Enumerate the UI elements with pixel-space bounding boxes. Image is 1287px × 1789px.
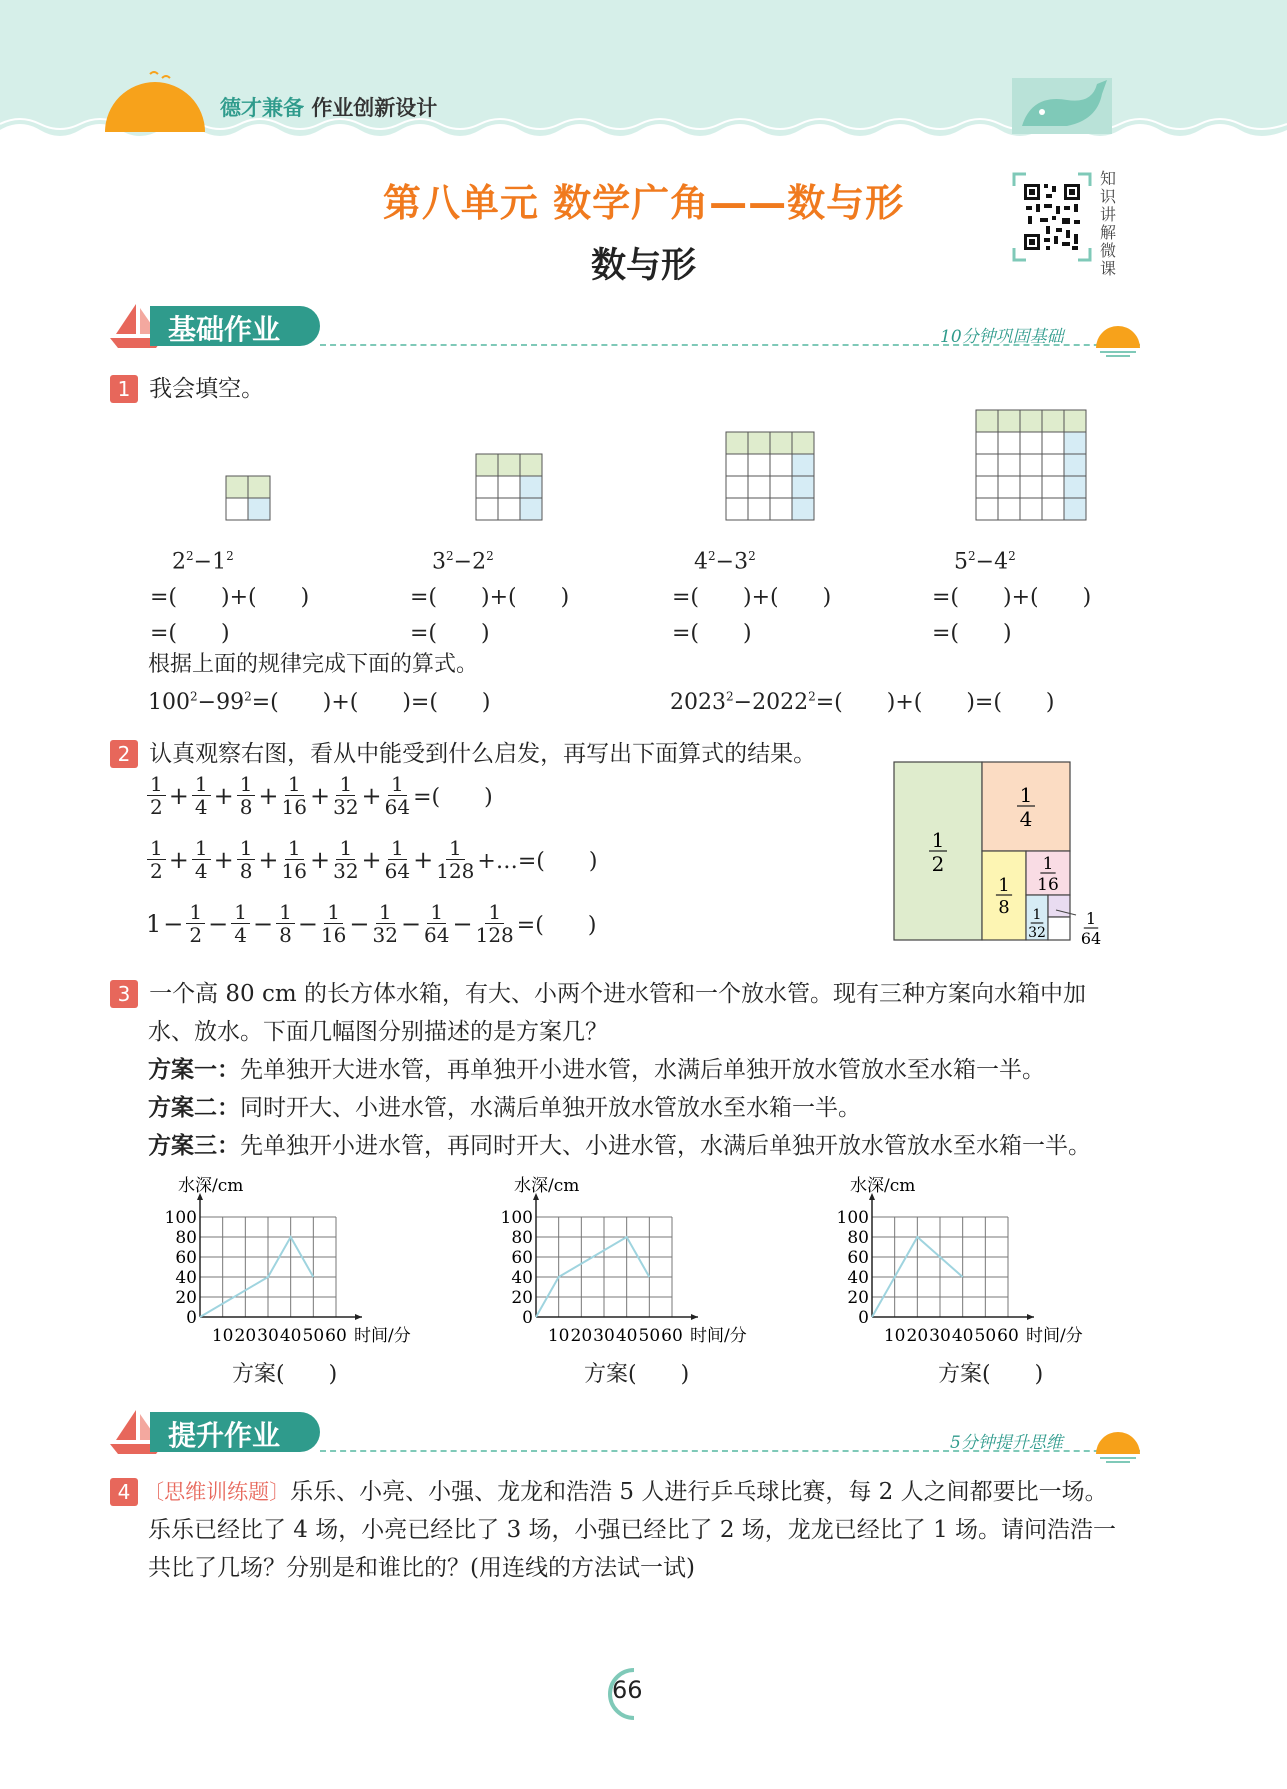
grid-cell bbox=[770, 498, 792, 520]
fraction-denominator: 128 bbox=[475, 923, 514, 947]
y-tick-label: 80 bbox=[511, 1228, 533, 1248]
grid-cell bbox=[476, 476, 498, 498]
fraction bbox=[372, 901, 397, 946]
base-b: 3 bbox=[734, 549, 749, 575]
figure-label-numerator: 1 bbox=[1019, 783, 1033, 807]
y-tick-label: 100 bbox=[164, 1208, 197, 1228]
leading-one: 1 bbox=[146, 909, 162, 938]
q4-number: 4 bbox=[110, 1478, 138, 1506]
y-tick-label: 100 bbox=[500, 1208, 533, 1228]
q1-item-expression: $5^2-4^2$ bbox=[954, 549, 1016, 575]
grid-cell bbox=[520, 454, 542, 476]
figure-label-denominator: 64 bbox=[1080, 929, 1102, 948]
fraction-numerator: 1 bbox=[285, 773, 304, 796]
fraction-numerator: 1 bbox=[388, 837, 407, 860]
qr-code-icon[interactable] bbox=[1012, 172, 1092, 262]
chart-2 bbox=[486, 1165, 806, 1360]
y-tick-label: 0 bbox=[858, 1308, 869, 1328]
operator: + bbox=[309, 845, 331, 874]
x-axis-label: 时间/分 bbox=[354, 1326, 411, 1346]
q4-header bbox=[110, 1473, 1108, 1506]
q1-item-line1: =( )+( ) bbox=[410, 585, 570, 611]
y-tick-label: 0 bbox=[186, 1308, 197, 1328]
y-tick-label: 80 bbox=[847, 1228, 869, 1248]
grid-cell bbox=[998, 410, 1020, 432]
figure-fraction-label bbox=[929, 828, 947, 876]
grid-figure bbox=[226, 476, 270, 520]
grid-cell bbox=[1064, 410, 1086, 432]
x-tick-label: 20 bbox=[906, 1326, 929, 1346]
q1-header bbox=[110, 370, 264, 403]
grid-cell bbox=[976, 454, 998, 476]
grid-cell bbox=[998, 498, 1020, 520]
operator: + bbox=[213, 781, 234, 810]
grid-cell bbox=[1020, 476, 1042, 498]
fraction bbox=[282, 773, 307, 818]
q1-item bbox=[672, 538, 831, 652]
figure-fraction-label bbox=[1081, 909, 1101, 948]
q3-plan3 bbox=[148, 1127, 1091, 1160]
q1-item-line2: =( ) bbox=[150, 621, 230, 647]
fraction bbox=[237, 773, 256, 818]
operator: − bbox=[208, 909, 229, 938]
x-tick-label: 50 bbox=[974, 1326, 997, 1346]
q1-grid-figures bbox=[150, 400, 1150, 530]
y-tick-label: 0 bbox=[522, 1308, 533, 1328]
fraction-denominator: 4 bbox=[194, 859, 208, 883]
q4-tag: 〔思维训练题〕 bbox=[143, 1480, 291, 1504]
fraction bbox=[321, 901, 346, 946]
y-tick-label: 40 bbox=[511, 1268, 533, 1288]
figure-label-denominator: 4 bbox=[1019, 807, 1033, 831]
grid-cell bbox=[1064, 476, 1086, 498]
fraction-numerator: 1 bbox=[192, 837, 211, 860]
x-tick-label: 40 bbox=[279, 1326, 302, 1346]
operator: − bbox=[452, 909, 473, 938]
grid-cell bbox=[770, 454, 792, 476]
y-tick-label: 40 bbox=[847, 1268, 869, 1288]
plan2-label: 方案二： bbox=[148, 1095, 240, 1121]
calc-left-base-b: 99 bbox=[216, 690, 245, 715]
calc-left-base-a: 100 bbox=[148, 690, 190, 715]
base-b: 1 bbox=[212, 549, 227, 575]
qr-caption: 知识讲解微课 bbox=[1100, 169, 1117, 278]
grid-cell bbox=[520, 476, 542, 498]
grid-cell bbox=[1020, 498, 1042, 520]
x-tick-label: 40 bbox=[615, 1326, 638, 1346]
q2-equation-row-2 bbox=[145, 837, 598, 882]
grid-cell bbox=[976, 476, 998, 498]
fraction bbox=[436, 837, 474, 882]
q1-item-expression: $2^2-1^2$ bbox=[172, 549, 234, 575]
y-tick-label: 40 bbox=[175, 1268, 197, 1288]
base-b: 4 bbox=[994, 549, 1009, 575]
plan2-text: 同时开大、小进水管，水满后单独开放水管放水至水箱一半。 bbox=[240, 1095, 861, 1121]
grid-cell bbox=[1042, 454, 1064, 476]
grid-cell bbox=[976, 432, 998, 454]
y-tick-label: 60 bbox=[175, 1248, 197, 1268]
fraction-numerator: 1 bbox=[147, 773, 166, 796]
y-tick-label: 20 bbox=[847, 1288, 869, 1308]
whale-icon bbox=[1012, 74, 1112, 134]
fraction-numerator: 1 bbox=[186, 901, 205, 924]
fraction-numerator: 1 bbox=[231, 901, 250, 924]
grid-cell bbox=[248, 498, 270, 520]
y-tick-label: 60 bbox=[511, 1248, 533, 1268]
plan1-text: 先单独开大进水管，再单独开小进水管，水满后单独开放水管放水至水箱一半。 bbox=[240, 1057, 1045, 1083]
fraction-denominator: 16 bbox=[320, 923, 347, 947]
grid-cell bbox=[726, 432, 748, 454]
fraction bbox=[147, 837, 166, 882]
brand-prefix: 德才兼备 bbox=[220, 96, 304, 120]
fraction bbox=[424, 901, 449, 946]
operator: + bbox=[258, 781, 279, 810]
fraction-denominator: 128 bbox=[436, 859, 475, 883]
brand-suffix: 作业创新设计 bbox=[311, 96, 438, 120]
fraction-denominator: 2 bbox=[150, 859, 163, 883]
operator: − bbox=[400, 909, 422, 938]
q1-item-expression: $4^2-3^2$ bbox=[694, 549, 756, 575]
q2-header bbox=[110, 735, 816, 768]
q1-item-line1: =( )+( ) bbox=[672, 585, 832, 611]
plan3-text: 先单独开小进水管，再同时开大、小进水管，水满后单独开放水管放水至水箱一半。 bbox=[240, 1133, 1091, 1159]
base-b: 2 bbox=[472, 549, 487, 575]
q3-plan1 bbox=[148, 1051, 1045, 1084]
grid-cell bbox=[498, 498, 520, 520]
fraction bbox=[333, 837, 358, 882]
figure-label-numerator: 1 bbox=[1032, 907, 1042, 923]
section-basic-tag: 10分钟巩固基础 bbox=[940, 327, 1064, 347]
figure-label-numerator: 1 bbox=[1085, 909, 1097, 928]
calc-right-tail: =( )+( )=( ) bbox=[815, 690, 1055, 715]
calc-right-base-a: 2023 bbox=[670, 690, 726, 715]
x-tick-label: 60 bbox=[325, 1326, 347, 1346]
q3-plan2 bbox=[148, 1089, 861, 1122]
q1-item-expression: $3^2-2^2$ bbox=[432, 549, 494, 575]
x-tick-label: 10 bbox=[547, 1326, 570, 1346]
figure-label-numerator: 1 bbox=[998, 875, 1010, 896]
grid-cell bbox=[748, 476, 770, 498]
q2-fraction-figure bbox=[890, 758, 1130, 948]
figure-label-denominator: 2 bbox=[931, 852, 945, 876]
q2-equation-row-3 bbox=[145, 901, 597, 946]
chart-2-answer: 方案( ) bbox=[584, 1362, 690, 1387]
grid-cell bbox=[248, 476, 270, 498]
x-axis-arrow bbox=[355, 1314, 362, 1320]
operator: + bbox=[361, 781, 382, 810]
fraction-denominator: 64 bbox=[384, 795, 411, 819]
fraction-numerator: 1 bbox=[336, 837, 355, 860]
q2-prompt: 认真观察右图，看从中能受到什么启发，再写出下面算式的结果。 bbox=[149, 741, 817, 767]
fraction-numerator: 1 bbox=[324, 901, 343, 924]
section-advanced-label: 提升作业 bbox=[168, 1419, 281, 1452]
equation-tail: =( ) bbox=[516, 913, 597, 938]
operator: − bbox=[163, 909, 184, 938]
section-basic-label: 基础作业 bbox=[168, 313, 281, 346]
equation-tail: +…=( ) bbox=[477, 849, 598, 874]
fraction-numerator: 1 bbox=[336, 773, 355, 796]
q3-number: 3 bbox=[110, 980, 138, 1008]
fraction-denominator: 2 bbox=[150, 795, 163, 819]
q1-item bbox=[150, 538, 309, 652]
grid-cell bbox=[1064, 498, 1086, 520]
q1-item-line1: =( )+( ) bbox=[150, 585, 310, 611]
grid-cell bbox=[1020, 454, 1042, 476]
grid-cell bbox=[792, 498, 814, 520]
x-tick-label: 30 bbox=[257, 1326, 279, 1346]
grid-cell bbox=[498, 454, 520, 476]
fraction-denominator: 32 bbox=[333, 795, 359, 819]
plan1-label: 方案一： bbox=[148, 1057, 240, 1083]
figure-label-denominator: 16 bbox=[1037, 875, 1059, 895]
y-axis-label: 水深/cm bbox=[178, 1176, 244, 1196]
y-tick-label: 20 bbox=[175, 1288, 197, 1308]
fraction-numerator: 1 bbox=[276, 901, 295, 924]
x-axis-arrow bbox=[691, 1314, 698, 1320]
brand-title bbox=[220, 92, 437, 122]
q1-number: 1 bbox=[110, 375, 138, 403]
operator: + bbox=[168, 781, 189, 810]
section-advanced-tag: 5分钟提升思维 bbox=[950, 1433, 1063, 1453]
fraction bbox=[282, 837, 307, 882]
fraction bbox=[476, 901, 514, 946]
grid-cell bbox=[998, 432, 1020, 454]
q2-number: 2 bbox=[110, 740, 138, 768]
figure-label-numerator: 1 bbox=[1042, 854, 1054, 874]
y-tick-label: 20 bbox=[511, 1288, 533, 1308]
q1-item-line2: =( ) bbox=[410, 621, 490, 647]
unit-title: 第八单元 数学广角——数与形 bbox=[382, 181, 905, 225]
fraction-numerator: 1 bbox=[237, 773, 256, 796]
x-tick-label: 60 bbox=[997, 1326, 1019, 1346]
chart-3-answer: 方案( ) bbox=[938, 1362, 1044, 1387]
figure-label-denominator: 32 bbox=[1028, 925, 1046, 941]
x-tick-label: 20 bbox=[234, 1326, 257, 1346]
fraction-numerator: 1 bbox=[388, 773, 407, 796]
y-axis-label: 水深/cm bbox=[514, 1176, 580, 1196]
fraction-numerator: 1 bbox=[147, 837, 166, 860]
q1-item bbox=[932, 538, 1091, 652]
fraction bbox=[237, 837, 256, 882]
q1-item bbox=[410, 538, 569, 652]
fraction-denominator: 16 bbox=[281, 795, 307, 819]
grid-cell bbox=[792, 476, 814, 498]
figure-label-denominator: 8 bbox=[998, 897, 1010, 918]
operator: + bbox=[413, 845, 434, 874]
fraction-numerator: 1 bbox=[446, 837, 465, 860]
fraction-numerator: 1 bbox=[192, 773, 211, 796]
grid-cell bbox=[726, 476, 748, 498]
q1-calc-right: $2023^2-2022^2=$( )+( )=( ) bbox=[670, 689, 1055, 715]
grid-figure bbox=[976, 410, 1086, 520]
grid-cell bbox=[1064, 432, 1086, 454]
grid-cell bbox=[1064, 454, 1086, 476]
y-tick-label: 60 bbox=[847, 1248, 869, 1268]
grid-cell bbox=[1042, 410, 1064, 432]
grid-cell bbox=[520, 498, 542, 520]
x-tick-label: 50 bbox=[302, 1326, 325, 1346]
grid-cell bbox=[476, 498, 498, 520]
grid-cell bbox=[1042, 498, 1064, 520]
x-tick-label: 30 bbox=[929, 1326, 951, 1346]
x-tick-label: 10 bbox=[211, 1326, 234, 1346]
q1-calc-left: $100^2-99^2=$( )+( )=( ) bbox=[148, 689, 491, 715]
grid-cell bbox=[998, 454, 1020, 476]
fraction-denominator: 8 bbox=[239, 859, 253, 883]
x-tick-label: 60 bbox=[661, 1326, 683, 1346]
page-number: 66 bbox=[612, 1676, 643, 1704]
fraction bbox=[186, 901, 205, 946]
q2-equation-row-1 bbox=[145, 773, 494, 818]
q1-rule-text: 根据上面的规律完成下面的算式。 bbox=[148, 652, 479, 677]
lesson-title: 数与形 bbox=[590, 246, 696, 286]
grid-cell bbox=[1042, 476, 1064, 498]
y-tick-label: 80 bbox=[175, 1228, 197, 1248]
chart-1-answer: 方案( ) bbox=[232, 1362, 338, 1387]
equation-tail: =( ) bbox=[413, 785, 493, 810]
q1-item-line2: =( ) bbox=[672, 621, 752, 647]
fraction-numerator: 1 bbox=[376, 901, 395, 924]
operator: − bbox=[349, 909, 370, 938]
fraction-denominator: 8 bbox=[279, 923, 292, 947]
grid-cell bbox=[792, 432, 814, 454]
fraction bbox=[333, 773, 358, 818]
grid-cell bbox=[770, 432, 792, 454]
fraction-numerator: 1 bbox=[427, 901, 446, 924]
fraction bbox=[276, 901, 295, 946]
q3-header bbox=[110, 975, 1086, 1008]
grid-cell bbox=[998, 476, 1020, 498]
operator: + bbox=[213, 845, 234, 874]
operator: + bbox=[168, 845, 189, 874]
fraction-denominator: 64 bbox=[384, 859, 411, 883]
fraction bbox=[192, 773, 211, 818]
q4-line2: 乐乐已经比了 4 场，小亮已经比了 3 场，小强已经比了 2 场，龙龙已经比了 1 场。请问浩浩一 bbox=[148, 1517, 1117, 1543]
fraction-denominator: 32 bbox=[333, 859, 359, 883]
base-a: 3 bbox=[432, 549, 446, 575]
q1-item-line2: =( ) bbox=[932, 621, 1012, 647]
grid-cell bbox=[976, 410, 998, 432]
x-tick-label: 30 bbox=[593, 1326, 615, 1346]
q3-prompt-line1: 一个高 80 cm 的长方体水箱，有大、小两个进水管和一个放水管。现有三种方案向水箱中加 bbox=[149, 981, 1086, 1007]
calc-left-tail: =( )+( )=( ) bbox=[251, 690, 491, 715]
y-tick-label: 100 bbox=[836, 1208, 869, 1228]
fraction-denominator: 32 bbox=[372, 923, 398, 947]
grid-cell bbox=[748, 454, 770, 476]
grid-cell bbox=[748, 432, 770, 454]
figure-fraction-label bbox=[1017, 783, 1035, 831]
figure-fraction-label bbox=[996, 875, 1012, 918]
operator: − bbox=[252, 909, 274, 938]
sun-icon bbox=[1092, 318, 1148, 358]
fraction bbox=[192, 837, 211, 882]
fraction-numerator: 1 bbox=[237, 837, 256, 860]
grid-cell bbox=[1020, 432, 1042, 454]
grid-cell bbox=[726, 454, 748, 476]
x-tick-label: 50 bbox=[638, 1326, 661, 1346]
grid-cell bbox=[498, 476, 520, 498]
grid-cell bbox=[476, 454, 498, 476]
base-a: 4 bbox=[694, 549, 708, 575]
grid-cell bbox=[726, 498, 748, 520]
fraction-numerator: 1 bbox=[285, 837, 304, 860]
grid-cell bbox=[1020, 410, 1042, 432]
q4-line3: 共比了几场？分别是和谁比的？(用连线的方法试一试) bbox=[148, 1555, 695, 1581]
grid-cell bbox=[226, 498, 248, 520]
x-axis-label: 时间/分 bbox=[690, 1326, 747, 1346]
fraction-numerator: 1 bbox=[485, 901, 504, 924]
grid-figure bbox=[476, 454, 542, 520]
fraction bbox=[147, 773, 166, 818]
figure-label-numerator: 1 bbox=[931, 828, 945, 852]
fraction-denominator: 16 bbox=[281, 859, 307, 883]
operator: + bbox=[309, 781, 331, 810]
plan3-label: 方案三： bbox=[148, 1133, 240, 1159]
fraction-denominator: 2 bbox=[189, 923, 203, 947]
grid-cell bbox=[976, 498, 998, 520]
fraction-denominator: 8 bbox=[239, 795, 253, 819]
q1-item-line1: =( )+( ) bbox=[932, 585, 1092, 611]
x-axis-arrow bbox=[1027, 1314, 1034, 1320]
fraction-denominator: 64 bbox=[424, 923, 450, 947]
fraction bbox=[231, 901, 250, 946]
q4-line1: 乐乐、小亮、小强、龙龙和浩浩 5 人进行乒乓球比赛，每 2 人之间都要比一场。 bbox=[290, 1479, 1108, 1505]
sun-icon bbox=[1092, 1424, 1148, 1464]
q3-prompt-line2: 水、放水。下面几幅图分别描述的是方案几？ bbox=[148, 1019, 608, 1045]
grid-cell bbox=[770, 476, 792, 498]
grid-cell bbox=[226, 476, 248, 498]
operator: + bbox=[258, 845, 279, 874]
base-a: 5 bbox=[954, 549, 968, 575]
x-tick-label: 10 bbox=[883, 1326, 906, 1346]
x-tick-label: 20 bbox=[570, 1326, 593, 1346]
grid-cell bbox=[792, 454, 814, 476]
operator: + bbox=[361, 845, 382, 874]
operator: − bbox=[297, 909, 318, 938]
x-axis-label: 时间/分 bbox=[1026, 1326, 1083, 1346]
grid-cell bbox=[1042, 432, 1064, 454]
calc-right-base-b: 2022 bbox=[752, 690, 809, 715]
fraction bbox=[385, 773, 410, 818]
base-a: 2 bbox=[172, 549, 186, 575]
fraction-denominator: 4 bbox=[194, 795, 208, 819]
fraction bbox=[385, 837, 410, 882]
y-axis-label: 水深/cm bbox=[850, 1176, 916, 1196]
grid-figure bbox=[726, 432, 814, 520]
chart-1 bbox=[150, 1165, 470, 1360]
q1-prompt: 我会填空。 bbox=[149, 376, 265, 402]
grid-cell bbox=[748, 498, 770, 520]
sun-icon bbox=[100, 70, 210, 132]
chart-3 bbox=[822, 1165, 1142, 1360]
x-tick-label: 40 bbox=[951, 1326, 974, 1346]
fraction-denominator: 4 bbox=[234, 923, 247, 947]
